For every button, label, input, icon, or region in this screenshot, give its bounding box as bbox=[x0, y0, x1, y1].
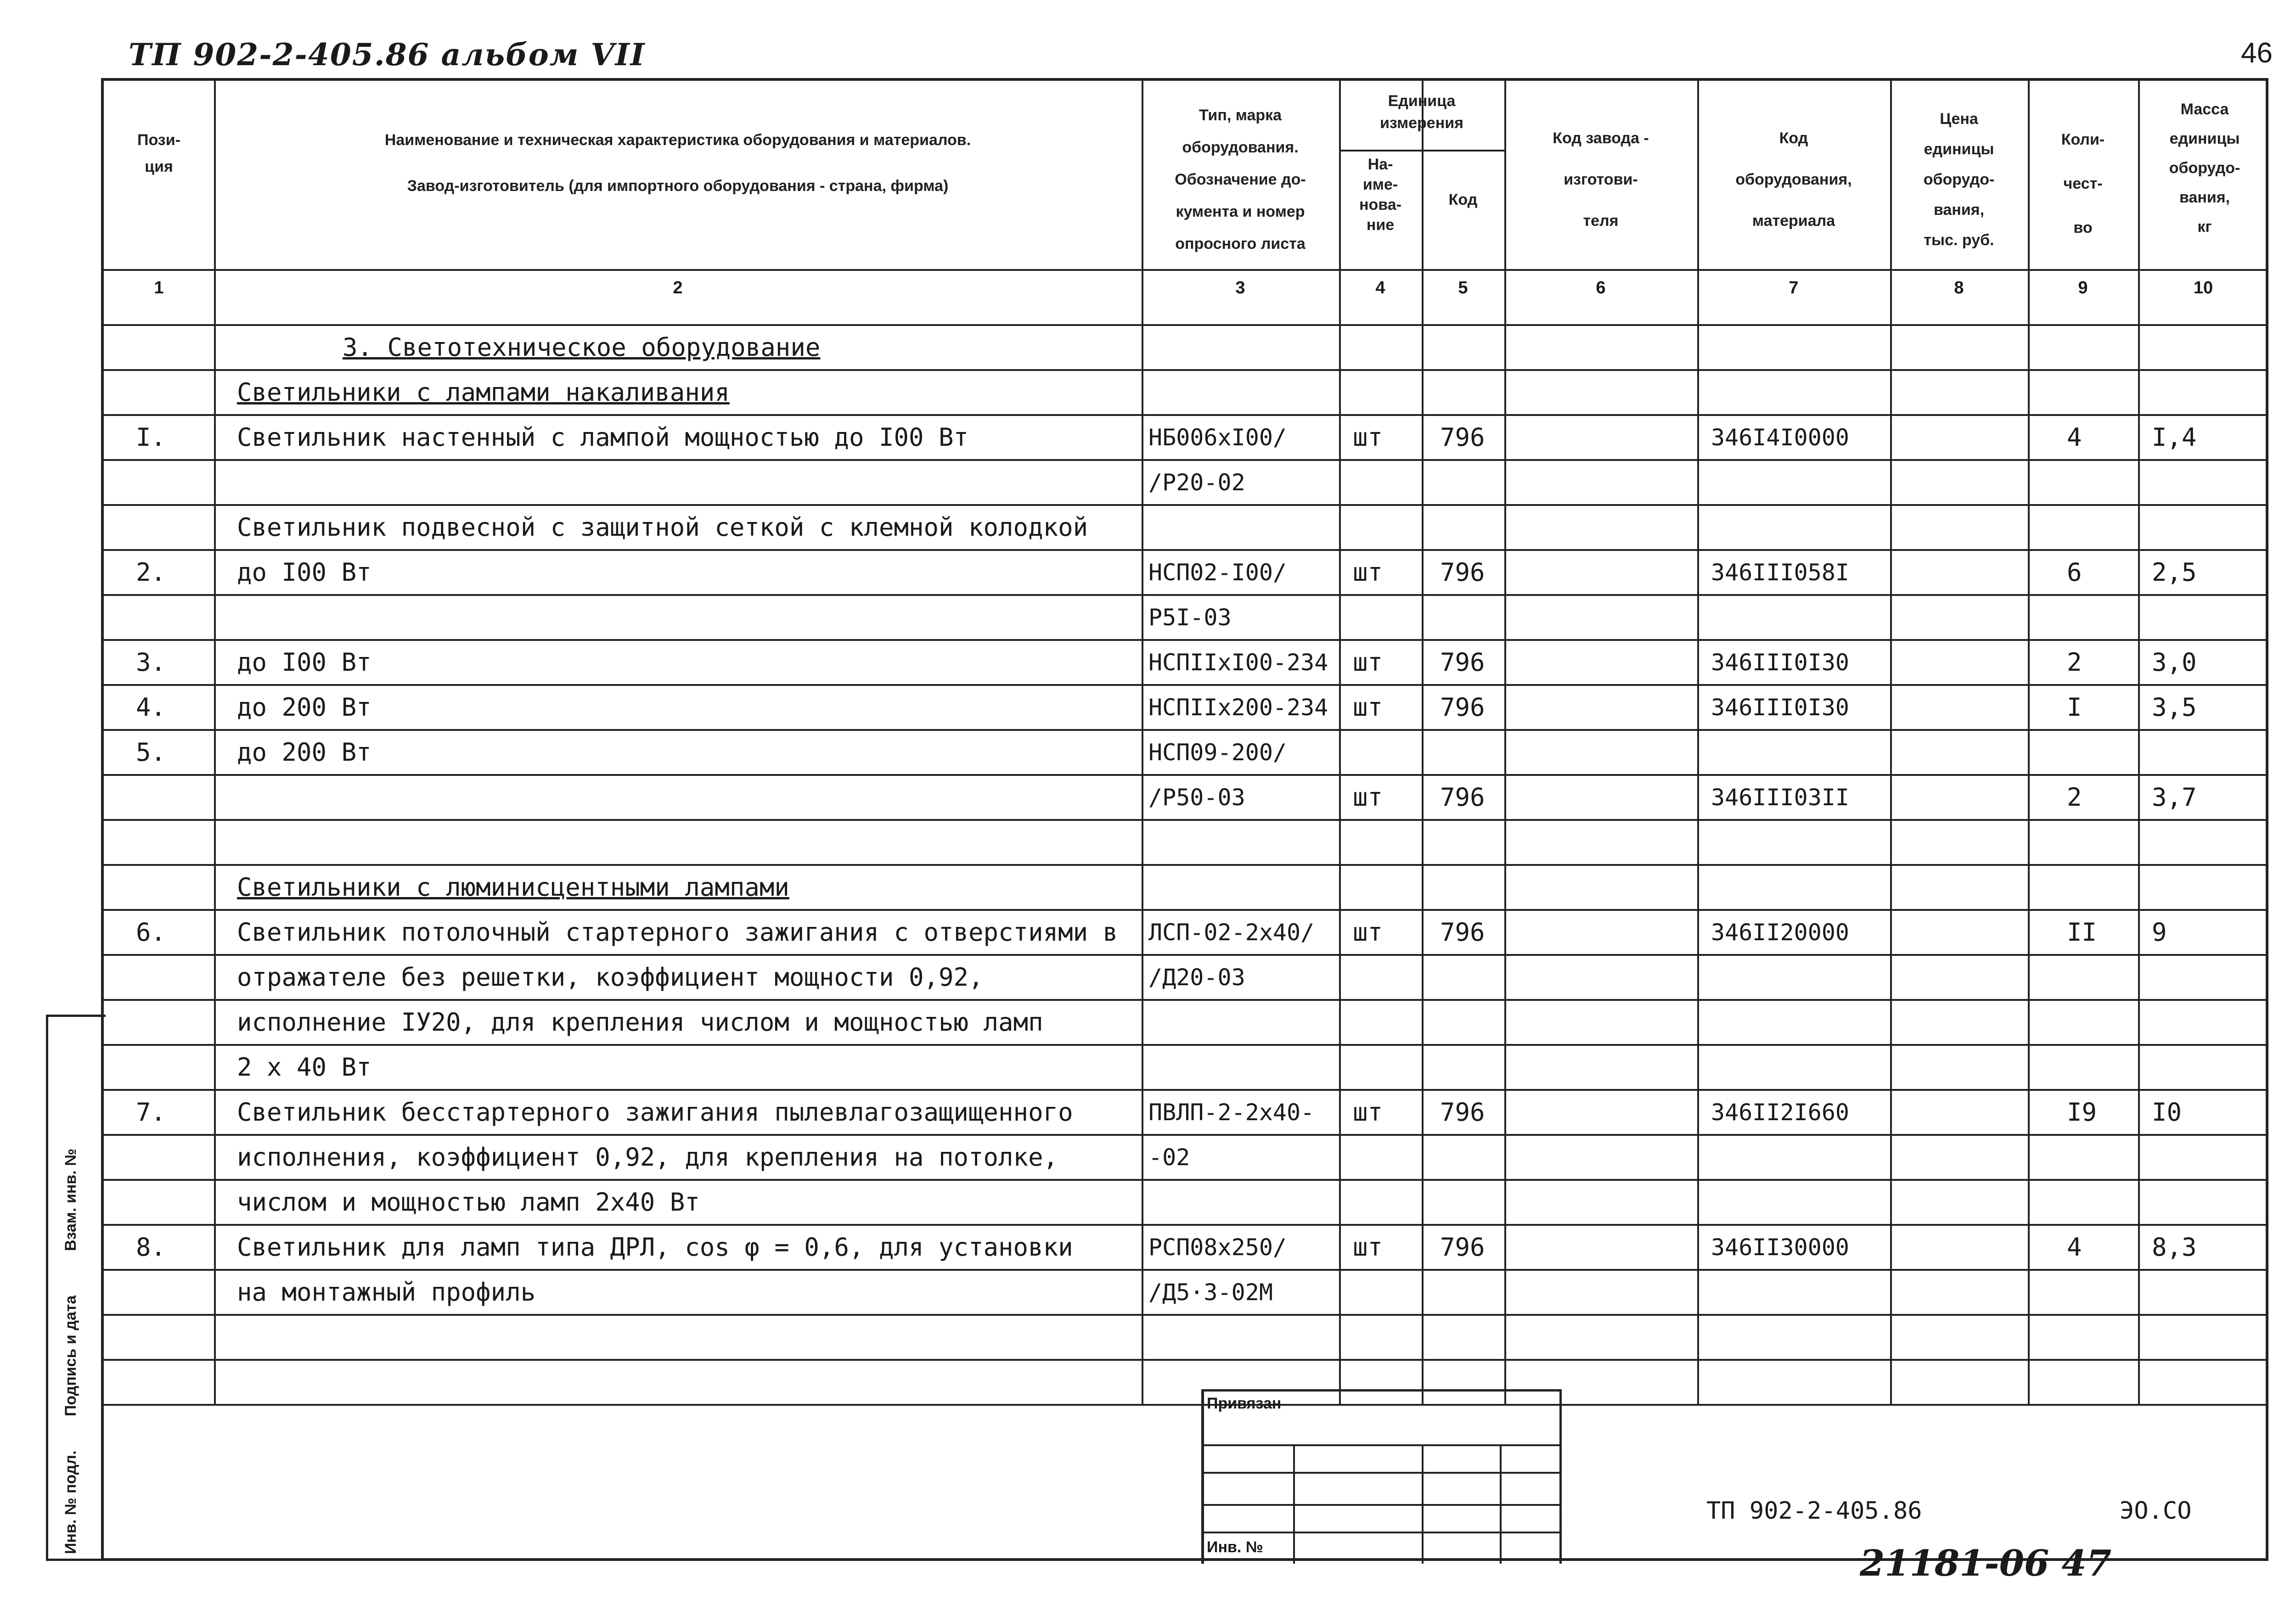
row-unit-code: 796 bbox=[1440, 1233, 1485, 1262]
row-type: НСП09-200/ bbox=[1148, 739, 1287, 766]
row-unit: шт bbox=[1353, 693, 1383, 722]
row-unit: шт bbox=[1353, 648, 1383, 677]
row-unit-code: 796 bbox=[1440, 1098, 1485, 1127]
header-unit-name: На- име- нова- ние bbox=[1359, 156, 1401, 234]
row-divider bbox=[104, 864, 2268, 866]
row-unit-code: 796 bbox=[1440, 558, 1485, 587]
row-name: исполнения, коэффициент 0,92, для крепления на потолке, bbox=[237, 1143, 1058, 1172]
side-inv-podl: Инв. № подл. bbox=[62, 1450, 79, 1554]
row-equipment-code: 346III0I30 bbox=[1711, 649, 1850, 676]
column-number: 4 bbox=[1375, 278, 1385, 297]
bottom-archive-number: 21181-06 47 bbox=[1860, 1543, 2111, 1584]
header-equipment-code: Код оборудования, материала bbox=[1735, 129, 1852, 230]
header-bottom-line bbox=[104, 269, 2268, 271]
row-divider bbox=[104, 729, 2268, 731]
row-divider bbox=[104, 819, 2268, 821]
header-type: Тип, марка оборудования. Обозначение до- кумента и номер опросного листа bbox=[1175, 107, 1306, 253]
header-name-line1: Наименование и техническая характеристика оборудования и материалов. bbox=[384, 131, 971, 149]
unit-group-line bbox=[1339, 150, 1504, 152]
column-number: 1 bbox=[154, 278, 164, 297]
row-divider bbox=[104, 414, 2268, 416]
row-type: Р5I-03 bbox=[1148, 604, 1232, 631]
stamp-inv-no: Инв. № bbox=[1207, 1538, 1263, 1556]
row-position: 4. bbox=[136, 693, 166, 722]
row-type: НСП02-I00/ bbox=[1148, 559, 1287, 586]
column-number: 9 bbox=[2078, 278, 2088, 297]
row-equipment-code: 346III0I30 bbox=[1711, 694, 1850, 721]
row-divider bbox=[104, 594, 2268, 596]
row-mass: I0 bbox=[2152, 1098, 2182, 1127]
row-type: НСПIIхI00-234 bbox=[1148, 649, 1328, 676]
row-divider bbox=[104, 774, 2268, 776]
row-name: Светильник для ламп типа ДРЛ, cos φ = 0,6, для установки bbox=[237, 1233, 1073, 1262]
row-name: 3. Светотехническое оборудование bbox=[343, 333, 821, 362]
row-name: Светильник потолочный стартерного зажигания с отверстиями в bbox=[237, 918, 1118, 947]
stamp-line bbox=[1201, 1389, 1559, 1392]
row-name: до I00 Вт bbox=[237, 648, 371, 677]
row-unit: шт bbox=[1353, 423, 1383, 452]
row-name: Светильник настенный с лампой мощностью до I00 Вт bbox=[237, 423, 969, 452]
column-number: 7 bbox=[1789, 278, 1799, 297]
row-position: 8. bbox=[136, 1233, 166, 1262]
row-mass: 3,7 bbox=[2152, 783, 2197, 812]
row-unit-code: 796 bbox=[1440, 648, 1485, 677]
header-unit-code: Код bbox=[1448, 191, 1478, 208]
header-factory-code: Код завода - изготови- теля bbox=[1553, 129, 1649, 230]
column-number-line bbox=[104, 324, 2268, 326]
top-document-reference: ТП 902-2-405.86 альбом VII bbox=[129, 37, 646, 73]
row-name: отражателе без решетки, коэффициент мощности 0,92, bbox=[237, 963, 984, 992]
header-unit-group: Единица измерения bbox=[1380, 92, 1463, 132]
row-divider bbox=[104, 1314, 2268, 1316]
row-divider bbox=[104, 1179, 2268, 1181]
header-mass: Масса единицы оборудо- вания, кг bbox=[2169, 101, 2240, 236]
header-price: Цена единицы оборудо- вания, тыс. руб. bbox=[1923, 110, 1995, 249]
row-type: НСПIIх200-234 bbox=[1148, 694, 1328, 721]
header-position: Пози- ция bbox=[137, 131, 180, 175]
row-name: исполнение IУ20, для крепления числом и мощностью ламп bbox=[237, 1008, 1043, 1037]
row-position: 3. bbox=[136, 648, 166, 677]
row-name: числом и мощностью ламп 2х40 Вт bbox=[237, 1188, 700, 1217]
column-number: 6 bbox=[1596, 278, 1606, 297]
row-equipment-code: 346III03II bbox=[1711, 784, 1850, 811]
column-number: 2 bbox=[673, 278, 683, 297]
row-quantity: 2 bbox=[2067, 783, 2082, 812]
row-quantity: I9 bbox=[2067, 1098, 2097, 1127]
row-type: /Р20-02 bbox=[1148, 469, 1245, 496]
row-divider bbox=[104, 639, 2268, 641]
row-equipment-code: 346II30000 bbox=[1711, 1234, 1850, 1261]
column-number: 10 bbox=[2193, 278, 2213, 297]
stamp-line bbox=[1559, 1389, 1562, 1564]
row-divider bbox=[104, 1134, 2268, 1136]
row-type: /Д5·3-02М bbox=[1148, 1279, 1273, 1306]
row-unit-code: 796 bbox=[1440, 783, 1485, 812]
row-quantity: I bbox=[2067, 693, 2082, 722]
row-mass: 3,0 bbox=[2152, 648, 2197, 677]
row-quantity: 2 bbox=[2067, 648, 2082, 677]
stamp-line bbox=[1500, 1444, 1502, 1564]
row-equipment-code: 346III058I bbox=[1711, 559, 1850, 586]
row-position: 2. bbox=[136, 558, 166, 587]
row-quantity: 4 bbox=[2067, 1233, 2082, 1262]
side-approval-strip bbox=[46, 1015, 106, 1561]
stamp-line bbox=[1422, 1444, 1424, 1564]
title-block-stamp bbox=[1201, 1389, 2296, 1564]
row-divider bbox=[104, 1044, 2268, 1046]
row-quantity: 6 bbox=[2067, 558, 2082, 587]
header-quantity: Коли- чест- во bbox=[2061, 131, 2105, 236]
row-type: ЛСП-02-2х40/ bbox=[1148, 919, 1315, 946]
row-unit-code: 796 bbox=[1440, 693, 1485, 722]
stamp-line bbox=[1201, 1472, 1559, 1474]
row-divider bbox=[104, 684, 2268, 686]
row-divider bbox=[104, 1269, 2268, 1271]
side-signature-date: Подпись и дата bbox=[62, 1295, 79, 1416]
row-mass: I,4 bbox=[2152, 423, 2197, 452]
row-mass: 3,5 bbox=[2152, 693, 2197, 722]
row-unit: шт bbox=[1353, 1233, 1383, 1262]
stamp-document-code: ТП 902-2-405.86 bbox=[1706, 1497, 1922, 1525]
column-number: 8 bbox=[1954, 278, 1964, 297]
row-divider bbox=[104, 504, 2268, 506]
stamp-line bbox=[1201, 1444, 1559, 1446]
row-name: до 200 Вт bbox=[237, 738, 371, 767]
row-type: НБ006хI00/ bbox=[1148, 424, 1287, 451]
row-type: -02 bbox=[1148, 1144, 1190, 1171]
stamp-privyazan: Привязан bbox=[1207, 1395, 1282, 1412]
row-unit: шт bbox=[1353, 1098, 1383, 1127]
page-number: 46 bbox=[2241, 37, 2273, 69]
row-divider bbox=[104, 1359, 2268, 1361]
row-name: до 200 Вт bbox=[237, 693, 371, 722]
row-divider bbox=[104, 1224, 2268, 1226]
row-quantity: II bbox=[2067, 918, 2097, 947]
row-divider bbox=[104, 954, 2268, 956]
row-position: I. bbox=[136, 423, 166, 452]
stamp-line bbox=[1201, 1389, 1204, 1564]
row-divider bbox=[104, 1089, 2268, 1091]
column-number: 5 bbox=[1458, 278, 1468, 297]
row-name: до I00 Вт bbox=[237, 558, 371, 587]
row-name: Светильник подвесной с защитной сеткой с клемной колодкой bbox=[237, 513, 1088, 542]
row-unit-code: 796 bbox=[1440, 423, 1485, 452]
row-type: РСП08х250/ bbox=[1148, 1234, 1287, 1261]
row-unit-code: 796 bbox=[1440, 918, 1485, 947]
row-mass: 2,5 bbox=[2152, 558, 2197, 587]
row-mass: 9 bbox=[2152, 918, 2167, 947]
row-name: Светильник бесстартерного зажигания пылевлагозащищенного bbox=[237, 1098, 1073, 1127]
stamp-line bbox=[1201, 1532, 1559, 1533]
row-name: Светильники с лампами накаливания bbox=[237, 378, 730, 407]
row-name: на монтажный профиль bbox=[237, 1278, 536, 1307]
row-equipment-code: 346II20000 bbox=[1711, 919, 1850, 946]
column-number: 3 bbox=[1235, 278, 1245, 297]
row-position: 7. bbox=[136, 1098, 166, 1127]
row-divider bbox=[104, 909, 2268, 911]
row-divider bbox=[104, 459, 2268, 461]
row-type: /Р50-03 bbox=[1148, 784, 1245, 811]
row-name: Светильники с люминисцентными лампами bbox=[237, 873, 789, 902]
stamp-line bbox=[1201, 1504, 1559, 1506]
row-unit: шт bbox=[1353, 918, 1383, 947]
stamp-sheet-code: ЭО.СО bbox=[2120, 1497, 2192, 1525]
stamp-line bbox=[1293, 1444, 1295, 1564]
specification-table bbox=[101, 78, 2268, 1561]
row-equipment-code: 346I4I0000 bbox=[1711, 424, 1850, 451]
row-divider bbox=[104, 549, 2268, 551]
side-vzam-inv: Взам. инв. № bbox=[62, 1148, 79, 1251]
row-position: 6. bbox=[136, 918, 166, 947]
header-name-line2: Завод-изготовитель (для импортного оборудования - страна, фирма) bbox=[407, 177, 949, 195]
row-type: /Д20-03 bbox=[1148, 964, 1245, 991]
table-grid bbox=[104, 81, 2266, 1558]
row-mass: 8,3 bbox=[2152, 1233, 2197, 1262]
row-type: ПВЛП-2-2х40- bbox=[1148, 1099, 1315, 1126]
row-unit: шт bbox=[1353, 558, 1383, 587]
row-divider bbox=[104, 369, 2268, 371]
row-equipment-code: 346II2I660 bbox=[1711, 1099, 1850, 1126]
row-name: 2 х 40 Вт bbox=[237, 1053, 371, 1082]
row-unit: шт bbox=[1353, 783, 1383, 812]
row-divider bbox=[104, 999, 2268, 1001]
row-position: 5. bbox=[136, 738, 166, 767]
row-quantity: 4 bbox=[2067, 423, 2082, 452]
